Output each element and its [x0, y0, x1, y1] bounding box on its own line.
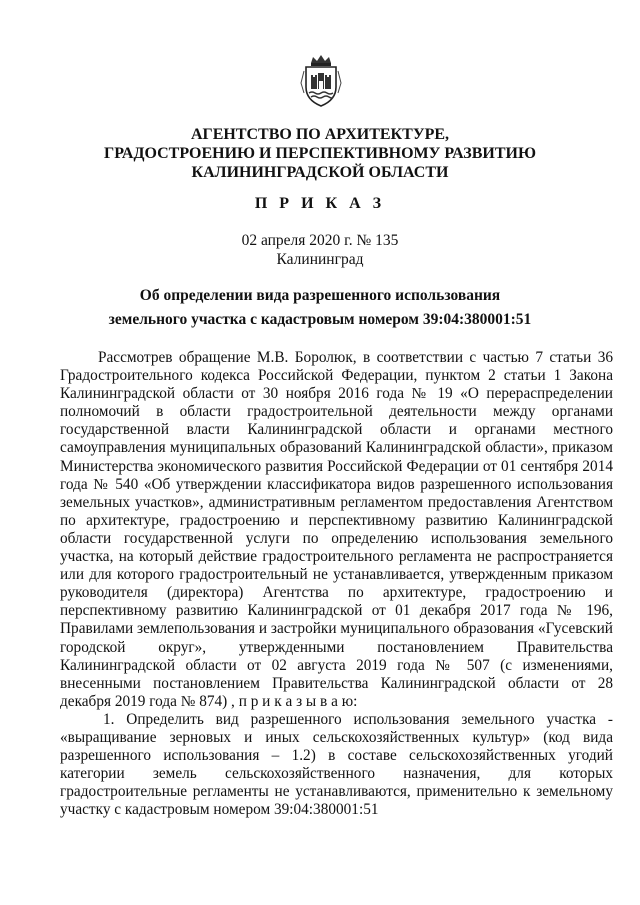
- city: Калининград: [276, 251, 364, 268]
- agency-name: [0, 125, 640, 182]
- date-number-block: [0, 231, 640, 269]
- coat-of-arms-icon: [299, 53, 343, 109]
- subject-line-2: земельного участка с кадастровым номером 39:04:380001:51: [108, 311, 532, 328]
- agency-line-3: КАЛИНИНГРАДСКОЙ ОБЛАСТИ: [191, 164, 449, 181]
- subject-line-1: Об определении вида разрешенного использования: [139, 287, 501, 304]
- document-subject: [0, 284, 640, 332]
- agency-line-2: ГРАДОСТРОЕНИЮ И ПЕРСПЕКТИВНОМУ РАЗВИТИЮ: [104, 145, 536, 162]
- order-item-1: 1. Определить вид разрешенного использования земельного участка - «выращивание зерновых и иных сельскохозяйственных культур» (код вида разрешенного использования – 1.2) в составе сельскохозяйственных угодий категории земель сельскохозяйственного назначения, для которых градостроительные регламенты не устанавливаются, применительно к земельному участку с кадастровым номером 39:04:380001:51: [60, 710, 613, 819]
- document-type: П Р И К А З: [254, 195, 386, 212]
- preamble-paragraph: Рассмотрев обращение М.В. Боролюк, в соответствии с частью 7 статьи 36 Градостроительного кодекса Российской Федерации, пунктом 2 статьи 1 Закона Калининградской области от 30 ноября 2016 года № 19 «О перераспределении полномочий в области градостроительной деятельности между органами государственной власти Калининградской области и органами местного самоуправления муниципальных образований Калининградской области», приказом Министерства экономического развития Российской Федерации от 01 сентября 2014 года № 540 «Об утверждении классификатора видов разрешенного использования земельных участков», административным регламентом предоставления Агентством по архитектуре, градостроению и перспективному развитию Калининградской области государственной услуги по определению использования земельного участка, на который действие градостроительного регламента не распространяется или для которого градостроительный не устанавливается, утвержденным приказом руководителя (директора) Агентства по архитектуре, градостроению и перспективному развитию Калининградской от 01 декабря 2017 года № 196, Правилами землепользования и застройки муниципального образования «Гусевский городской округ», утвержденными постановлением Правительства Калининградской области от 02 августа 2019 года № 507 (с изменениями, внесенными постановлением Правительства Калининградской области от 28 декабря 2019 года № 874) , п р и к а з ы в а ю:: [60, 349, 613, 710]
- date-number: 02 апреля 2020 г. № 135: [241, 232, 399, 249]
- document-body: [60, 349, 613, 819]
- agency-line-1: АГЕНТСТВО ПО АРХИТЕКТУРЕ,: [190, 126, 450, 143]
